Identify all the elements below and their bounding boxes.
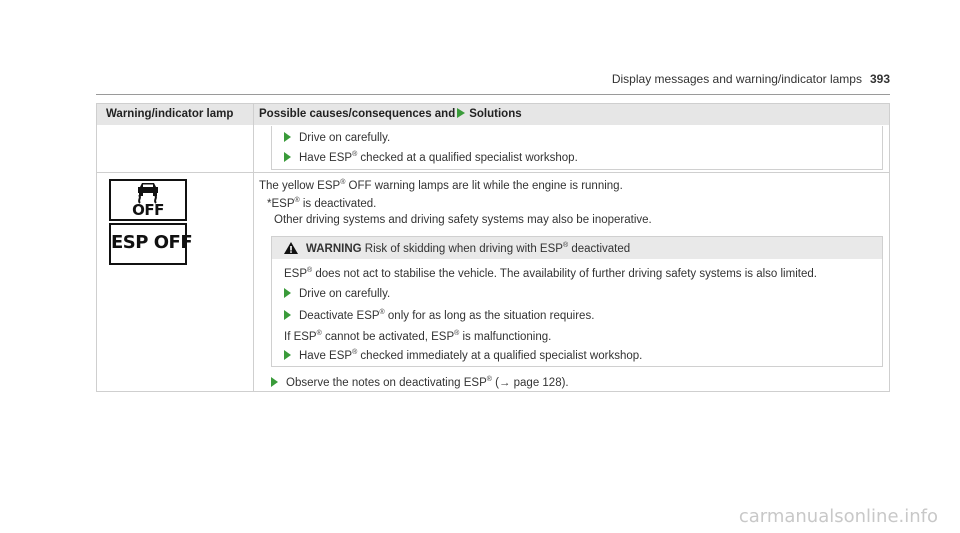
warning-title [306,242,630,255]
registered-mark: ® [379,309,385,316]
warning-step-text-end: only for as long as the situation requires. [384,309,595,322]
page-header [96,72,890,95]
esp-off-lamp-icon [109,179,187,221]
column-header-causes-text: Possible causes/consequences and [259,108,456,120]
registered-mark: ® [340,179,346,186]
solution-step [284,132,390,144]
section-title [612,72,890,86]
registered-mark: ® [352,349,358,356]
solution-step-text: Have ESP [299,151,353,164]
bullet-item [267,197,376,210]
warning-box [271,236,883,367]
bullet-item-text: *ESP [267,197,295,210]
esp-off-lamp-label: OFF [132,201,164,219]
warning-header [272,237,882,259]
solution-step [284,151,578,164]
esp-off-text-lamp-label: ESP OFF [111,232,193,253]
column-header-causes [259,108,522,120]
registered-mark: ® [562,242,569,249]
warning-condition [284,330,551,343]
warning-step-text: Drive on carefully. [299,288,391,300]
lamp-description-text-end: OFF warning lamps are lit while the engine is running. [345,179,623,192]
warning-body-text: ESP [284,267,308,280]
step-arrow-icon [284,350,291,360]
lamp-description-text: The yellow ESP [259,179,341,192]
warning-label: WARNING [306,242,362,255]
column-divider [253,104,254,391]
bullet-item-detail: Other driving systems and driving safety systems may also be inoperative. [274,214,652,226]
bullet-item-text-end: is deactivated. [299,197,377,210]
column-header-lamp: Warning/indicator lamp [106,108,234,120]
warning-step [284,349,642,362]
step-arrow-icon [271,377,278,387]
warning-condition-text-mid: cannot be activated, ESP [321,330,455,343]
warning-title-text: Risk of skidding when driving with ESP [364,242,563,255]
lamp-description [259,179,623,192]
warning-condition-text: If ESP [284,330,317,343]
warning-step [284,288,390,300]
warning-step-text: Have ESP [299,349,353,362]
warning-body [284,267,817,280]
registered-mark: ® [486,376,492,383]
solution-box [271,126,883,170]
esp-off-text-lamp-icon [109,223,193,265]
page-reference-link[interactable]: (→ page 128). [491,376,569,389]
column-header-solutions-text: Solutions [469,108,522,120]
registered-mark: ® [316,330,322,337]
page-number: 393 [869,72,890,86]
registered-mark: ® [294,197,300,204]
solution-step-text: Drive on carefully. [299,132,391,144]
solution-step-text-end: checked at a qualified specialist workshop. [357,151,578,164]
warning-step-text: Deactivate ESP [299,309,380,322]
observe-step [271,376,569,389]
warning-body-text-end: does not act to stabilise the vehicle. The availability of further driving safety systems is also limited. [312,267,817,280]
warning-title-text-end: deactivated [568,242,631,255]
warning-triangle-icon [284,242,298,254]
warning-lamp-table [96,103,890,392]
step-arrow-icon [284,132,291,142]
warning-condition-text-end: is malfunctioning. [459,330,552,343]
registered-mark: ® [307,267,313,274]
section-title-text: Display messages and warning/indicator lamps [611,72,862,86]
registered-mark: ® [352,151,358,158]
registered-mark: ® [454,330,460,337]
step-arrow-icon [284,152,291,162]
observe-step-text: Observe the notes on deactivating ESP [286,376,487,389]
row-divider [97,172,889,173]
step-arrow-icon [284,310,291,320]
arrow-right-icon [457,108,465,118]
warning-step-text-end: checked immediately at a qualified specialist workshop. [357,349,643,362]
table-header [97,104,889,125]
watermark: carmanualsonline.info [738,506,938,527]
warning-step [284,309,594,322]
step-arrow-icon [284,288,291,298]
